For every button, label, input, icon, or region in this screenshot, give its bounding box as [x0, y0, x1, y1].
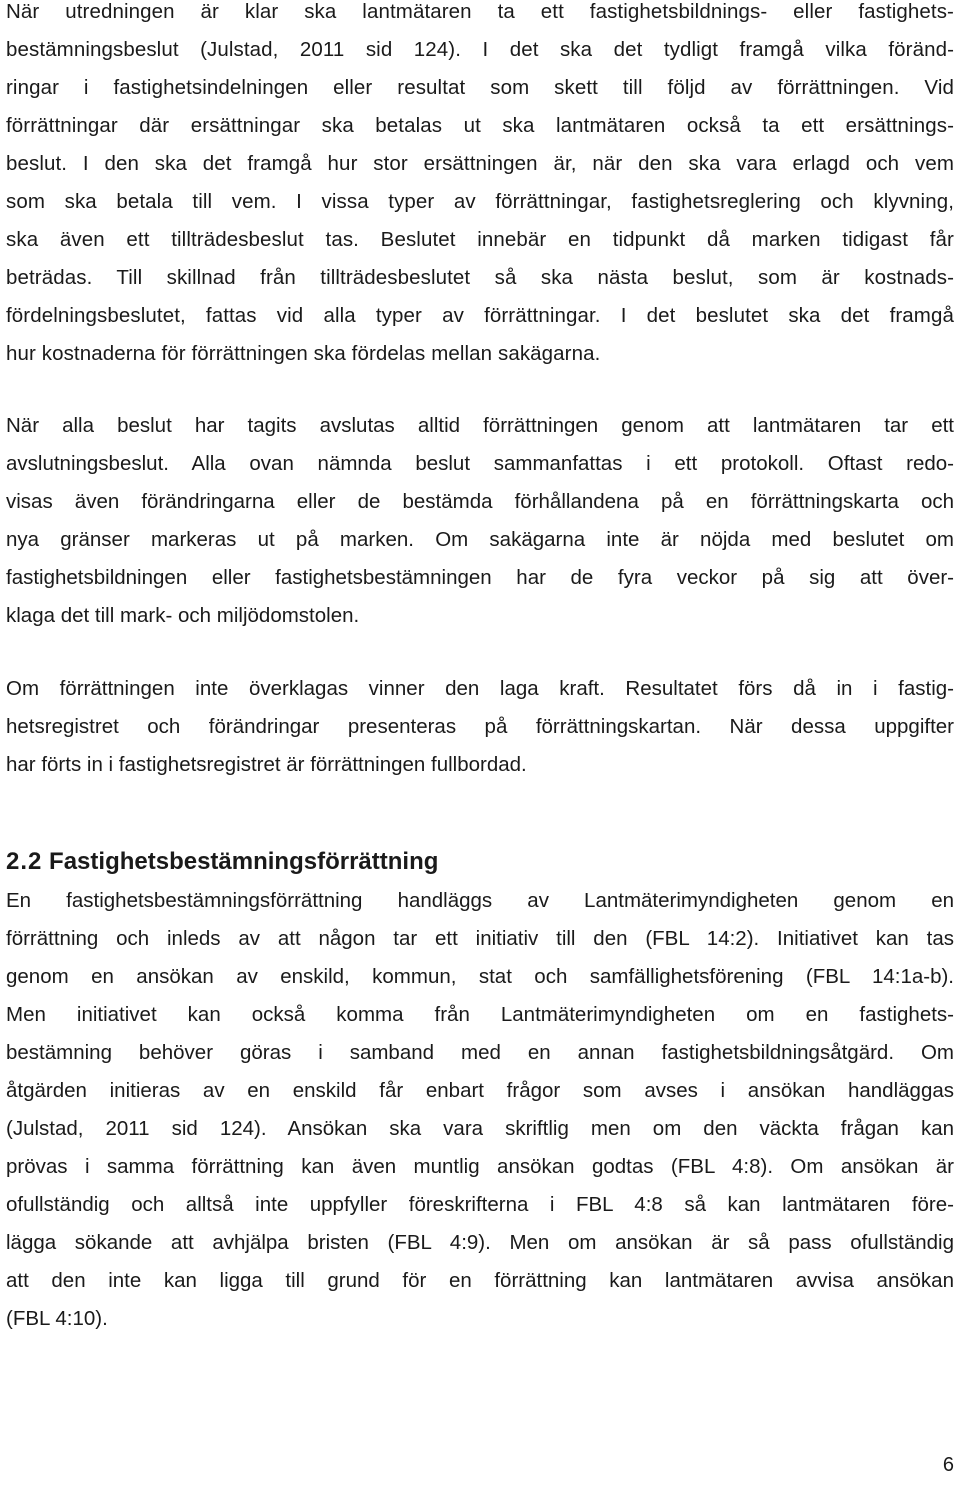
- text-line: En fastighetsbestämningsförrättning handläggs av Lantmäterimyndigheten genom en: [6, 889, 954, 912]
- text-line: avslutningsbeslut. Alla ovan nämnda beslut sammanfattas i ett protokoll. Oftast redo-: [6, 452, 954, 475]
- text-line: ofullständig och alltså inte uppfyller föreskrifterna i FBL 4:8 så kan lantmätaren före-: [6, 1193, 954, 1216]
- text-line: förrättningar där ersättningar ska betalas ut ska lantmätaren också ta ett ersättnings-: [6, 114, 954, 137]
- paragraph-decisions: [6, 0, 954, 373]
- paragraph-initiation: [6, 882, 954, 1338]
- text-line: nya gränser markeras ut på marken. Om sakägarna inte är nöjda med beslutet om: [6, 528, 954, 551]
- text-line: ska även ett tillträdesbeslut tas. Beslutet innebär en tidpunkt då marken tidigast får: [6, 228, 954, 251]
- section-title: Fastighetsbestämningsförrättning: [49, 848, 439, 875]
- text-line: prövas i samma förrättning kan även muntlig ansökan godtas (FBL 4:8). Om ansökan är: [6, 1155, 954, 1178]
- text-line: beträdas. Till skillnad från tillträdesbeslutet så ska nästa beslut, som är kostnads-: [6, 266, 954, 289]
- paragraph-legal-force: [6, 670, 954, 784]
- text-line: genom en ansökan av enskild, kommun, stat och samfällighetsförening (FBL 14:1a-b).: [6, 965, 954, 988]
- text-line: visas även förändringarna eller de bestämda förhållandena på en förrättningskarta och: [6, 490, 954, 513]
- section-heading: [6, 840, 438, 884]
- text-line: har förts in i fastighetsregistret är förrättningen fullbordad.: [6, 753, 527, 776]
- text-line: att den inte kan ligga till grund för en förrättning kan lantmätaren avvisa ansökan: [6, 1269, 954, 1292]
- text-line: Men initiativet kan också komma från Lantmäterimyndigheten om en fastighets-: [6, 1003, 954, 1026]
- text-line: Om förrättningen inte överklagas vinner den laga kraft. Resultatet förs då in i fastig-: [6, 677, 954, 700]
- text-line: som ska betala till vem. I vissa typer av förrättningar, fastighetsreglering och klyvning,: [6, 190, 954, 213]
- text-line: hetsregistret och förändringar presenteras på förrättningskartan. När dessa uppgifter: [6, 715, 954, 738]
- text-line: lägga sökande att avhjälpa bristen (FBL 4:9). Men om ansökan är så pass ofullständig: [6, 1231, 954, 1254]
- text-line: bestämningsbeslut (Julstad, 2011 sid 124). I det ska det tydligt framgå vilka föränd-: [6, 38, 954, 61]
- text-line: förrättning och inleds av att någon tar ett initiativ till den (FBL 14:2). Initiativet kan tas: [6, 927, 954, 950]
- text-line: klaga det till mark- och miljödomstolen.: [6, 604, 360, 627]
- page-number: 6: [942, 1454, 954, 1476]
- section-number: 2.2: [6, 848, 43, 875]
- text-line: beslut. I den ska det framgå hur stor ersättningen är, när den ska vara erlagd och vem: [6, 152, 954, 175]
- text-line: (Julstad, 2011 sid 124). Ansökan ska vara skriftlig men om den väckta frågan kan: [6, 1117, 954, 1140]
- text-line: fastighetsbildningen eller fastighetsbestämningen har de fyra veckor på sig att över-: [6, 566, 954, 589]
- paragraph-conclusion: [6, 407, 954, 635]
- text-line: bestämning behöver göras i samband med en annan fastighetsbildningsåtgärd. Om: [6, 1041, 954, 1064]
- text-line: åtgärden initieras av en enskild får enbart frågor som avses i ansökan handläggas: [6, 1079, 954, 1102]
- text-line: När utredningen är klar ska lantmätaren ta ett fastighetsbildnings- eller fastighets-: [6, 0, 954, 23]
- text-line: ringar i fastighetsindelningen eller resultat som skett till följd av förrättningen. Vid: [6, 76, 954, 99]
- text-line: fördelningsbeslutet, fattas vid alla typer av förrättningar. I det beslutet ska det framgå: [6, 304, 954, 327]
- text-line: När alla beslut har tagits avslutas alltid förrättningen genom att lantmätaren tar ett: [6, 414, 954, 437]
- text-line: (FBL 4:10).: [6, 1307, 108, 1330]
- text-line: hur kostnaderna för förrättningen ska fördelas mellan sakägarna.: [6, 342, 601, 365]
